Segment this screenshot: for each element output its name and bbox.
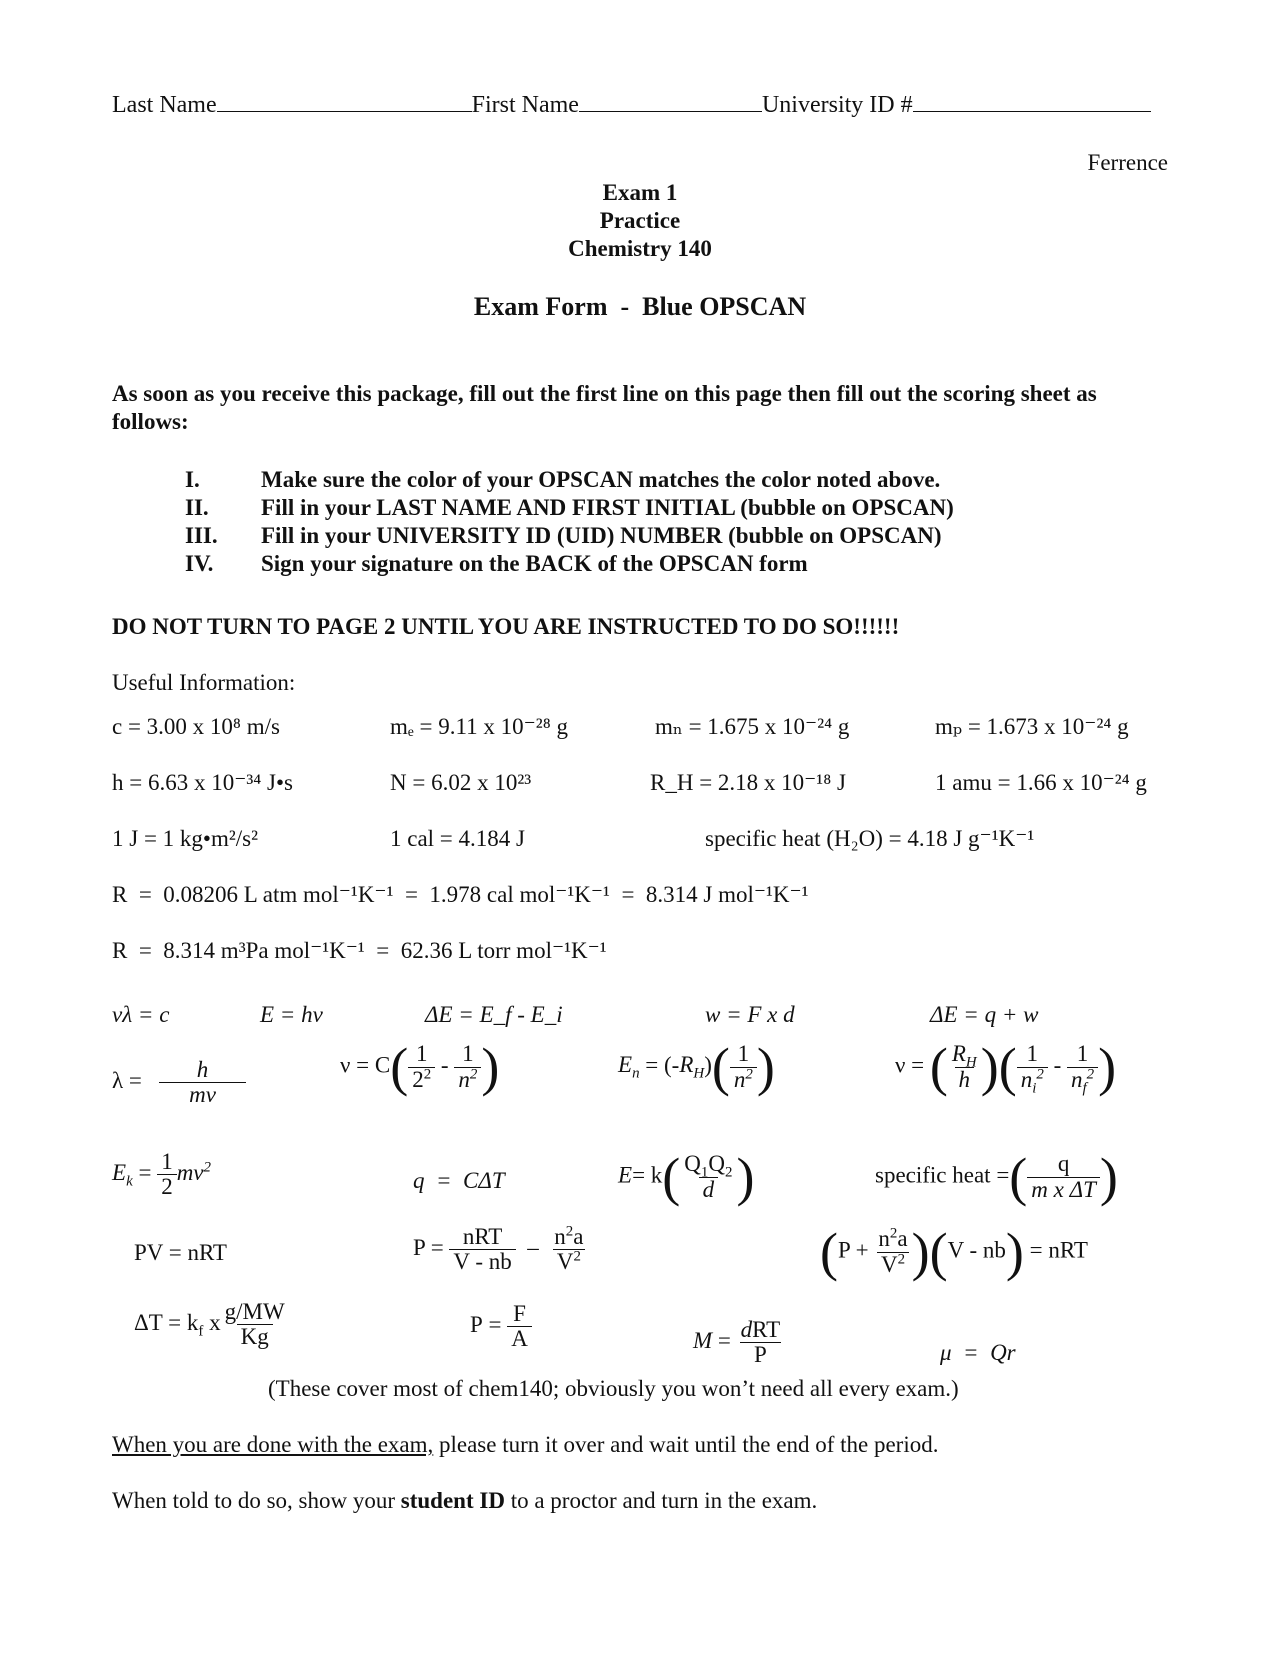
const-gas-r1: R = 0.08206 L atm mol⁻¹K⁻¹ = 1.978 cal mol⁻¹K⁻¹ = 8.314 J mol⁻¹K⁻¹: [112, 882, 809, 907]
const-c: c = 3.00 x 10⁸ m/s: [112, 714, 280, 739]
uid-field[interactable]: [913, 93, 1151, 112]
do-not-turn-warning: DO NOT TURN TO PAGE 2 UNTIL YOU ARE INSTRUCTED TO DO SO!!!!!!: [112, 614, 900, 639]
title-course: Chemistry 140: [568, 236, 712, 261]
uid-label: University ID #: [761, 92, 913, 118]
instructor-name: Ferrence: [1087, 150, 1168, 175]
list-item: II. Fill in your LAST NAME AND FIRST INITIAL (bubble on OPSCAN): [185, 495, 954, 520]
eq-work: w = F x d: [705, 1002, 795, 1027]
const-rydberg: R_H = 2.18 x 10⁻¹⁸ J: [650, 770, 846, 795]
const-joule: 1 J = 1 kg•m²/s²: [112, 826, 258, 851]
list-item: III. Fill in your UNIVERSITY ID (UID) NUMBER (bubble on OPSCAN): [185, 523, 942, 548]
const-amu: 1 amu = 1.66 x 10⁻²⁴ g: [935, 770, 1147, 795]
const-specific-heat-water: specific heat (H₂O) = 4.18 J g⁻¹K⁻¹: [705, 826, 1035, 851]
equations-note: (These cover most of chem140; obviously you won’t need all every exam.): [268, 1376, 959, 1401]
eq-kinetic-energy: $E_k$ = $\frac{1}{2}$ $mv^2$: [112, 1149, 211, 1200]
eq-first-law: ΔE = q + w: [930, 1002, 1039, 1027]
const-calorie: 1 cal = 4.184 J: [390, 826, 525, 851]
list-item: IV. Sign your signature on the BACK of the OPSCAN form: [185, 551, 808, 576]
const-mp: mₚ = 1.673 x 10⁻²⁴ g: [935, 714, 1129, 739]
eq-energy-level: $E_n = (-R_H)$( $\frac{1}{n^2}$ ): [618, 1037, 775, 1097]
eq-delta-e-levels: ΔE = E_f - E_i: [425, 1002, 563, 1027]
eq-vdw-pressure: P = $\frac{\text{nRT}}{V - nb}$ – $\frac{n^2a}{V^2}$: [413, 1223, 584, 1275]
eq-rydberg-frequency: ν = C( $\frac{1}{2^2}$ - $\frac{1}{n^2}$ ): [340, 1037, 500, 1097]
eq-heat: q = CΔT: [413, 1168, 505, 1193]
last-name-field[interactable]: [217, 93, 472, 112]
eq-de-broglie: λ = $\frac{h}{mv}$: [112, 1058, 246, 1107]
first-name-field[interactable]: [579, 93, 762, 112]
last-name-label: Last Name: [112, 92, 217, 118]
const-mn: mₙ = 1.675 x 10⁻²⁴ g: [655, 714, 850, 739]
const-h: h = 6.63 x 10⁻³⁴ J•s: [112, 770, 293, 795]
eq-freezing-point: $\Delta T = k_f$ x $\frac{g/MW}{Kg}$: [134, 1299, 285, 1350]
eq-ideal-gas: PV = nRT: [134, 1240, 227, 1265]
eq-photon: E = hν: [260, 1002, 323, 1027]
const-avogadro: N = 6.02 x 10²³: [390, 770, 532, 795]
list-item: I. Make sure the color of your OPSCAN matches the color noted above.: [185, 467, 941, 492]
eq-frequency-transition: ν = ( $\frac{R_H}{h}$ )( $\frac{1}{n_i^2}$ - $\frac{1}{n_f^2}$ ): [895, 1037, 1117, 1097]
eq-specific-heat: specific heat =( $\frac{q}{\text{m x ΔT}}$ ): [875, 1147, 1118, 1207]
title-exam: Exam 1: [602, 180, 678, 205]
eq-vdw: (P + $\frac{n^2a}{V^2}$ )(V - nb) = nRT: [820, 1222, 1088, 1282]
useful-info-label: Useful Information:: [112, 670, 296, 695]
name-line: [112, 92, 1151, 119]
first-name-label: First Name: [471, 92, 579, 118]
instruction-steps: [185, 466, 954, 578]
eq-coulomb: E= k( $\frac{Q_1Q_2}{d}$ ): [618, 1147, 755, 1207]
done-instruction: When you are done with the exam, please turn it over and wait until the end of the period.: [112, 1432, 939, 1457]
exam-form-title: Exam Form - Blue OPSCAN: [473, 292, 807, 321]
title-practice: Practice: [599, 208, 681, 233]
student-id-instruction: When told to do so, show your student ID to a proctor and turn in the exam.: [112, 1488, 818, 1513]
eq-molar-mass: M = $\frac{\text{dRT}}{P}$: [693, 1317, 781, 1368]
eq-pressure-force: P = $\frac{F}{A}$: [470, 1302, 532, 1351]
eq-wave: νλ = c: [112, 1002, 170, 1027]
const-me: mₑ = 9.11 x 10⁻²⁸ g: [390, 714, 568, 739]
const-gas-r2: R = 8.314 m³Pa mol⁻¹K⁻¹ = 62.36 L torr mol⁻¹K⁻¹: [112, 938, 607, 963]
instructions-intro: As soon as you receive this package, fill out the first line on this page then fill out the scoring sheet as follows:: [112, 381, 1097, 434]
eq-dipole-moment: μ = Qr: [940, 1340, 1016, 1365]
